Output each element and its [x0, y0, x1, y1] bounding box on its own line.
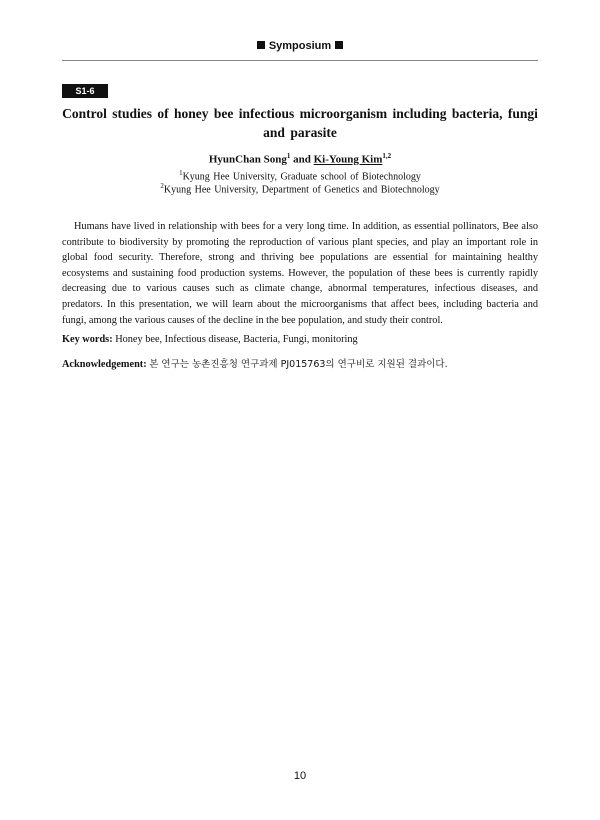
header-text: Symposium	[268, 40, 332, 52]
affiliation-sup: 1	[179, 169, 183, 177]
square-bullet-icon	[257, 41, 265, 49]
paper-title: Control studies of honey bee infectious microorganism including bacteria, fungi and parasite	[62, 106, 538, 140]
session-badge: S1-6	[62, 84, 108, 98]
square-bullet-icon	[335, 41, 343, 49]
author-sup: 1,2	[382, 152, 392, 160]
affiliation-text: Kyung Hee University, Graduate school of Biotechnology	[182, 171, 421, 183]
keywords-text: Honey bee, Infectious disease, Bacteria, Fungi, monitoring	[115, 334, 358, 345]
running-header	[62, 40, 538, 52]
author-name-presenting: Ki-Young Kim	[313, 153, 383, 166]
author-connector: and	[293, 153, 311, 166]
keywords-label: Key words:	[62, 334, 113, 345]
acknowledgement	[62, 356, 538, 370]
author-sup: 1	[286, 152, 291, 160]
keywords	[62, 334, 538, 345]
abstract-body: Humans have lived in relationship with bees for a very long time. In addition, as essential pollinators, Bee also contribute to biodiversity by promoting the reproduction of various plant species, and play an important role in global food security. Therefore, strong and thriving bee populations are essential for maintaining healthy ecosystems and sustaining food production systems. However, the population of these bees is currently rapidly decreasing due to various causes such as climate change, abnormal temperatures, infectious diseases, and predators. In this presentation, we will learn about the microorganisms that affect bees, including bacteria and fungi, among the various causes of the decline in the bee population, and study their control.	[62, 221, 538, 326]
author-name: HyunChan Song	[208, 153, 287, 166]
acknowledgement-text: 본 연구는 농촌진흥청 연구과제 PJ015763의 연구비로 지원된 결과이다.	[149, 359, 448, 370]
affiliation-sup: 2	[160, 182, 164, 190]
page-number: 10	[293, 770, 307, 782]
author-line	[62, 152, 538, 166]
affiliation	[62, 182, 538, 195]
acknowledgement-label: Acknowledgement:	[62, 359, 147, 370]
header-rule	[62, 60, 538, 61]
affiliation	[62, 169, 538, 182]
affiliation-text: Kyung Hee University, Department of Genetics and Biotechnology	[163, 184, 440, 196]
